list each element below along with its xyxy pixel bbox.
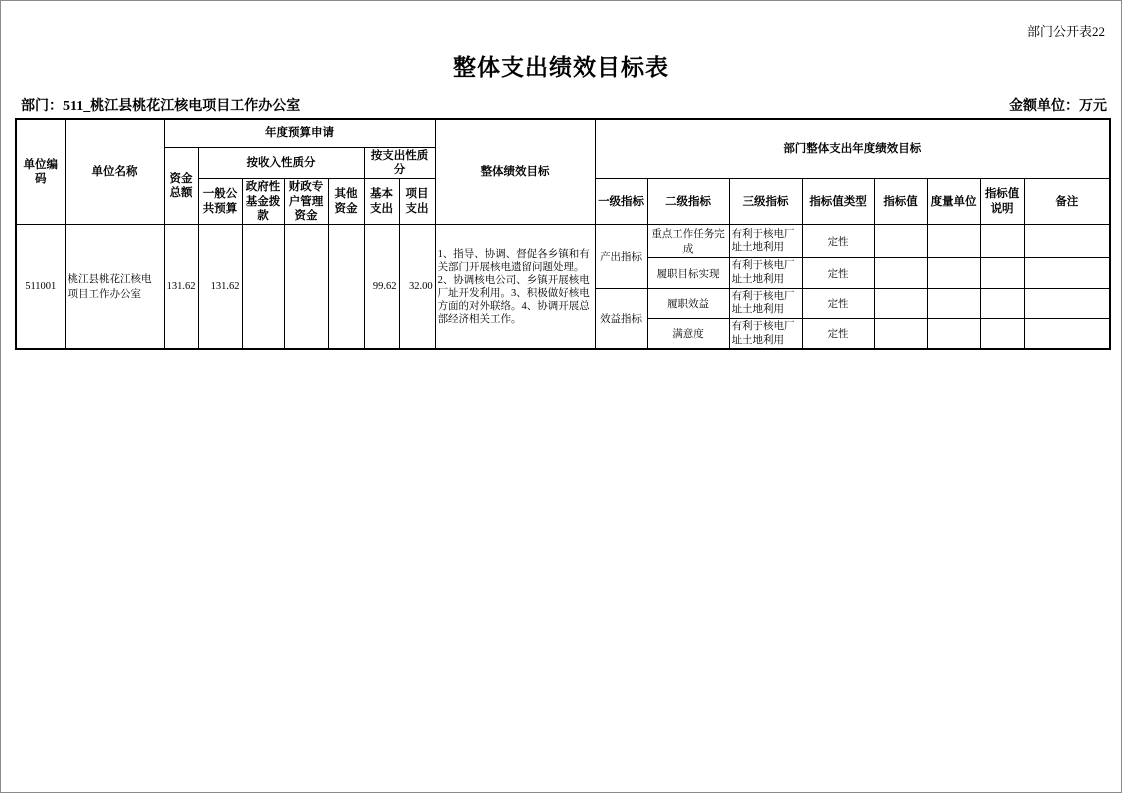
cell-indicator-value-type: 定性 (802, 288, 874, 318)
header-indicator-value-type: 指标值类型 (802, 179, 874, 225)
header-project-expenditure: 项目支出 (399, 179, 435, 225)
cell-indicator-value-desc (980, 318, 1024, 349)
data-row-indicator-1 (16, 225, 1110, 258)
cell-remark (1024, 288, 1110, 318)
cell-measure-unit (927, 225, 980, 258)
performance-target-table (15, 118, 1111, 350)
cell-fiscal-special-account (284, 225, 328, 349)
header-fund-total: 资金总额 (164, 147, 198, 225)
cell-level3-indicator: 有利于核电厂址土地利用 (729, 288, 802, 318)
header-annual-budget-request: 年度预算申请 (164, 119, 435, 147)
cell-unit-code: 511001 (16, 225, 65, 349)
header-basic-expenditure: 基本支出 (364, 179, 399, 225)
header-unit-name: 单位名称 (65, 119, 164, 225)
cell-measure-unit (927, 258, 980, 288)
cell-measure-unit (927, 318, 980, 349)
header-level1-indicator: 一级指标 (595, 179, 647, 225)
header-overall-performance-target: 整体绩效目标 (435, 119, 595, 225)
header-general-public-budget: 一般公共预算 (198, 179, 242, 225)
cell-indicator-value-type: 定性 (802, 258, 874, 288)
amount-unit-label: 金额单位：万元 (1009, 99, 1107, 114)
cell-indicator-value (874, 318, 927, 349)
cell-remark (1024, 318, 1110, 349)
header-fiscal-special-account: 财政专户管理资金 (284, 179, 328, 225)
header-gov-fund-allocation: 政府性基金拨款 (242, 179, 284, 225)
cell-level3-indicator: 有利于核电厂址土地利用 (729, 225, 802, 258)
header-indicator-value-desc: 指标值说明 (980, 179, 1024, 225)
cell-unit-name: 桃江县桃花江核电项目工作办公室 (65, 225, 164, 349)
cell-general-public-budget: 131.62 (198, 225, 242, 349)
doc-reference-label: 部门公开表22 (1026, 24, 1105, 39)
header-by-expenditure-nature: 按支出性质分 (364, 147, 435, 179)
cell-project-expenditure: 32.00 (399, 225, 435, 349)
cell-indicator-value-desc (980, 225, 1024, 258)
cell-level2-indicator: 满意度 (647, 318, 729, 349)
header-dept-annual-performance-target: 部门整体支出年度绩效目标 (595, 119, 1110, 179)
cell-indicator-value-type: 定性 (802, 225, 874, 258)
cell-indicator-value-type: 定性 (802, 318, 874, 349)
cell-remark (1024, 225, 1110, 258)
cell-basic-expenditure: 99.62 (364, 225, 399, 349)
cell-level2-indicator: 履职目标实现 (647, 258, 729, 288)
cell-overall-performance-target: 1、指导、协调、督促各乡镇和有关部门开展核电遗留问题处理。2、协调核电公司、乡镇开展核电厂址开发利用。3、积极做好核电方面的对外联络。4、协调开展总部经济相关工作。 (435, 225, 595, 349)
department-label: 部门：511_桃江县桃花江核电项目工作办公室 (21, 99, 301, 114)
cell-level3-indicator: 有利于核电厂址土地利用 (729, 318, 802, 349)
cell-remark (1024, 258, 1110, 288)
cell-gov-fund-allocation (242, 225, 284, 349)
cell-level2-indicator: 履职效益 (647, 288, 729, 318)
cell-indicator-value (874, 288, 927, 318)
header-unit-code: 单位编码 (16, 119, 65, 225)
cell-level3-indicator: 有利于核电厂址土地利用 (729, 258, 802, 288)
cell-indicator-value-desc (980, 288, 1024, 318)
cell-fund-total: 131.62 (164, 225, 198, 349)
cell-measure-unit (927, 288, 980, 318)
cell-level2-indicator: 重点工作任务完成 (647, 225, 729, 258)
header-row-1 (16, 119, 1110, 147)
header-level2-indicator: 二级指标 (647, 179, 729, 225)
header-level3-indicator: 三级指标 (729, 179, 802, 225)
cell-indicator-value-desc (980, 258, 1024, 288)
header-measure-unit: 度量单位 (927, 179, 980, 225)
cell-level1-output: 产出指标 (595, 225, 647, 288)
header-indicator-value: 指标值 (874, 179, 927, 225)
cell-indicator-value (874, 225, 927, 258)
cell-other-funds (328, 225, 364, 349)
cell-indicator-value (874, 258, 927, 288)
cell-level1-benefit: 效益指标 (595, 288, 647, 349)
meta-row (21, 95, 1107, 115)
header-remarks: 备注 (1024, 179, 1110, 225)
header-by-income-nature: 按收入性质分 (198, 147, 364, 179)
page-title: 整体支出绩效目标表 (453, 55, 669, 80)
header-other-funds: 其他资金 (328, 179, 364, 225)
